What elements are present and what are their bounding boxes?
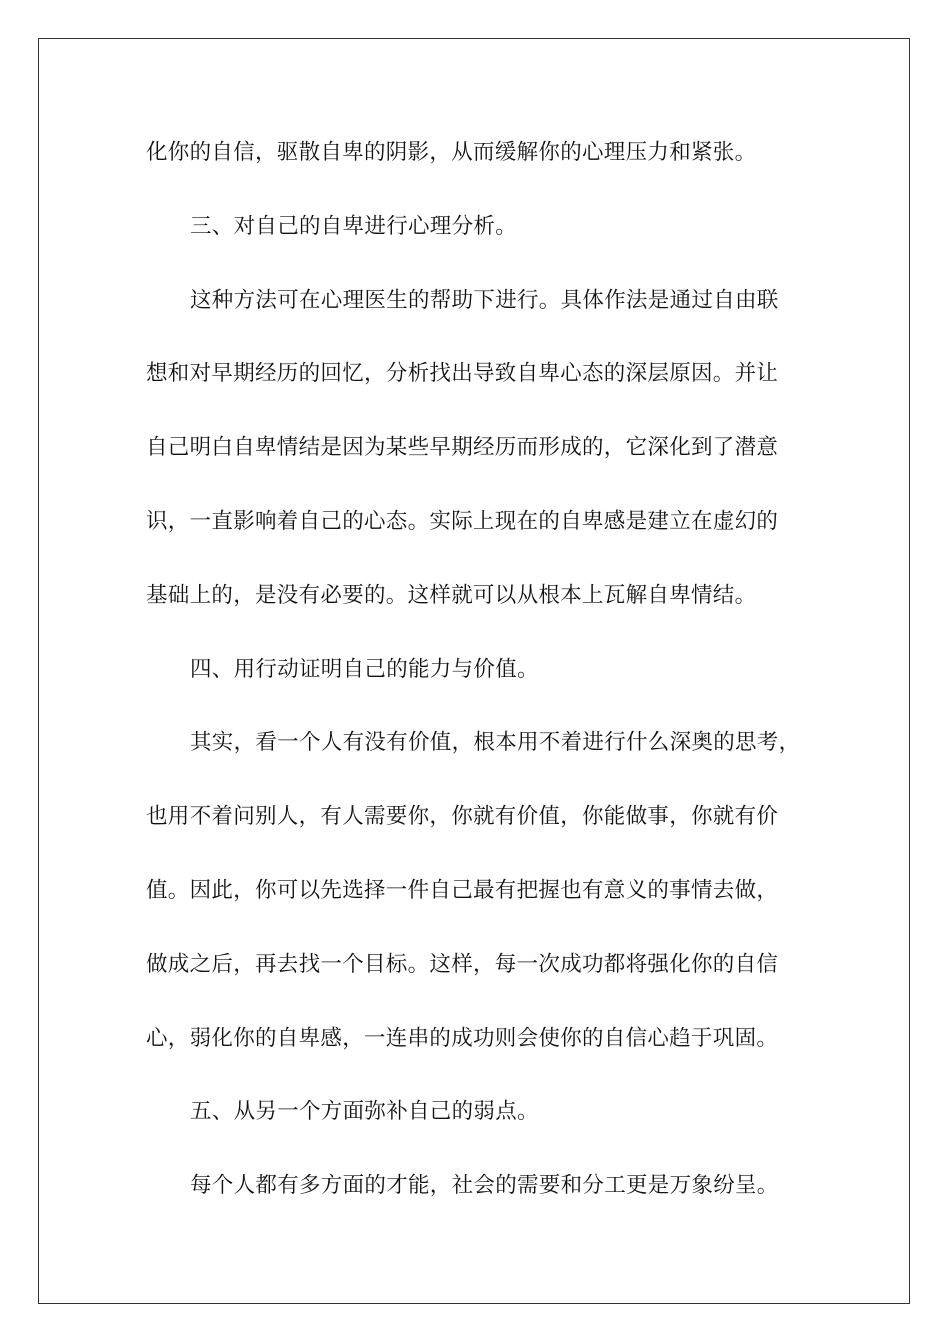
text-line: 化你的自信，驱散自卑的阴影，从而缓解你的心理压力和紧张。 <box>146 140 757 165</box>
text-line: 识，一直影响着自己的心态。实际上现在的自卑感是建立在虚幻的 <box>146 508 779 534</box>
section-heading: 四、用行动证明自己的能力与价值。 <box>190 656 539 682</box>
text-line: 这种方法可在心理医生的帮助下进行。具体作法是通过自由联 <box>190 287 779 313</box>
text-line: 每个人都有多方面的才能，社会的需要和分工更是万象纷呈。 <box>190 1173 779 1199</box>
section-heading: 三、对自己的自卑进行心理分析。 <box>190 213 518 239</box>
text-line: 值。因此，你可以先选择一件自己最有把握也有意义的事情去做， <box>146 877 779 903</box>
text-line: 想和对早期经历的回忆，分析找出导致自卑心态的深层原因。并让 <box>146 361 779 387</box>
text-line: 其实，看一个人有没有价值，根本用不着进行什么深奥的思考， <box>190 730 801 756</box>
text-line: 做成之后，再去找一个目标。这样，每一次成功都将强化你的自信 <box>146 951 779 977</box>
section-heading: 五、从另一个方面弥补自己的弱点。 <box>190 1099 539 1125</box>
document-body <box>146 128 806 1235</box>
text-line: 也用不着问别人，有人需要你，你就有价值，你能做事，你就有价 <box>146 804 779 830</box>
text-line: 心，弱化你的自卑感，一连串的成功则会使你的自信心趋于巩固。 <box>146 1025 779 1051</box>
text-line: 基础上的，是没有必要的。这样就可以从根本上瓦解自卑情结。 <box>146 582 757 608</box>
text-line: 自己明白自卑情结是因为某些早期经历而形成的，它深化到了潜意 <box>146 435 779 461</box>
